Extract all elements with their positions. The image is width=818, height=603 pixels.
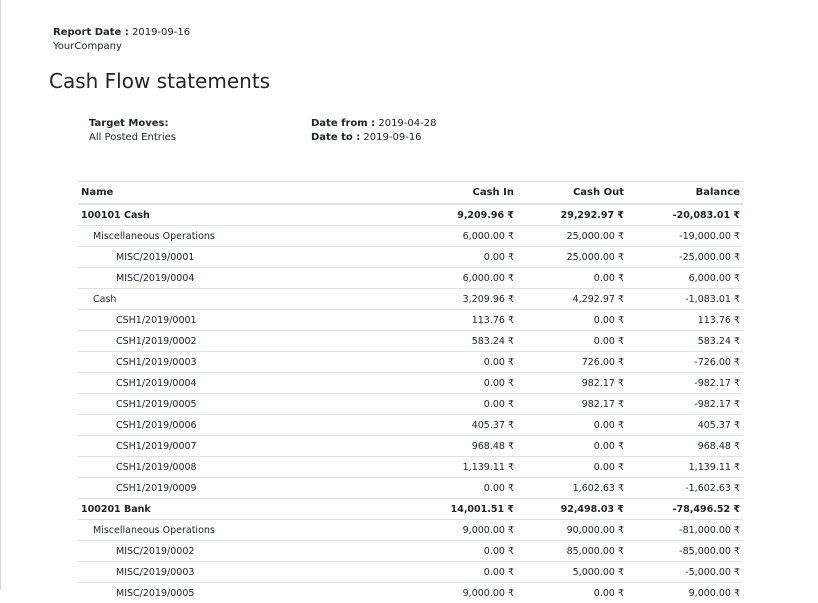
row-name: CSH1/2019/0007 xyxy=(78,436,413,457)
row-cash-out: 726.00 ₹ xyxy=(517,352,627,373)
row-balance: 1,139.11 ₹ xyxy=(627,457,743,478)
date-to xyxy=(311,131,436,145)
cash-flow-table xyxy=(78,181,743,603)
row-name: CSH1/2019/0002 xyxy=(78,331,413,352)
date-to-label: Date to : xyxy=(311,132,360,143)
column-header-name: Name xyxy=(78,182,413,205)
entry-row xyxy=(78,541,743,562)
date-range-filter xyxy=(311,117,436,145)
row-cash-out: 1,602.63 ₹ xyxy=(517,478,627,499)
row-balance: -85,000.00 ₹ xyxy=(627,541,743,562)
row-name: 100101 Cash xyxy=(78,204,413,226)
report-date-value: 2019-09-16 xyxy=(132,27,190,38)
row-name: MISC/2019/0003 xyxy=(78,562,413,583)
column-header-balance: Balance xyxy=(627,182,743,205)
report-date xyxy=(53,26,190,40)
row-cash-in: 968.48 ₹ xyxy=(413,436,517,457)
row-cash-in: 0.00 ₹ xyxy=(413,562,517,583)
row-balance: 583.24 ₹ xyxy=(627,331,743,352)
page-title: Cash Flow statements xyxy=(49,68,270,94)
row-cash-out: 0.00 ₹ xyxy=(517,583,627,603)
table-body xyxy=(78,204,743,603)
row-balance: 9,000.00 ₹ xyxy=(627,583,743,603)
row-cash-out: 25,000.00 ₹ xyxy=(517,226,627,247)
row-balance: 405.37 ₹ xyxy=(627,415,743,436)
row-balance: -1,602.63 ₹ xyxy=(627,478,743,499)
row-cash-out: 90,000.00 ₹ xyxy=(517,520,627,541)
row-name: Miscellaneous Operations xyxy=(78,226,413,247)
entry-row xyxy=(78,436,743,457)
row-name: CSH1/2019/0006 xyxy=(78,415,413,436)
entry-row xyxy=(78,562,743,583)
entry-row xyxy=(78,457,743,478)
target-moves-value: All Posted Entries xyxy=(89,131,176,145)
column-header-cash-out: Cash Out xyxy=(517,182,627,205)
date-from-label: Date from : xyxy=(311,118,375,129)
account-row xyxy=(78,499,743,520)
row-cash-out: 0.00 ₹ xyxy=(517,268,627,289)
row-cash-in: 9,000.00 ₹ xyxy=(413,583,517,603)
row-cash-in: 0.00 ₹ xyxy=(413,541,517,562)
entry-row xyxy=(78,415,743,436)
row-balance: -982.17 ₹ xyxy=(627,373,743,394)
row-cash-in: 3,209.96 ₹ xyxy=(413,289,517,310)
entry-row xyxy=(78,331,743,352)
entry-row xyxy=(78,373,743,394)
row-cash-out: 0.00 ₹ xyxy=(517,310,627,331)
row-balance: -25,000.00 ₹ xyxy=(627,247,743,268)
row-cash-out: 5,000.00 ₹ xyxy=(517,562,627,583)
row-balance: -20,083.01 ₹ xyxy=(627,204,743,226)
entry-row xyxy=(78,394,743,415)
company-name: YourCompany xyxy=(53,40,122,54)
row-balance: 6,000.00 ₹ xyxy=(627,268,743,289)
row-balance: 968.48 ₹ xyxy=(627,436,743,457)
date-from-value: 2019-04-28 xyxy=(378,118,436,129)
row-balance: -5,000.00 ₹ xyxy=(627,562,743,583)
entry-row xyxy=(78,247,743,268)
row-name: CSH1/2019/0005 xyxy=(78,394,413,415)
target-moves-filter xyxy=(89,117,176,145)
row-cash-out: 0.00 ₹ xyxy=(517,331,627,352)
row-cash-out: 25,000.00 ₹ xyxy=(517,247,627,268)
row-cash-out: 982.17 ₹ xyxy=(517,394,627,415)
row-cash-in: 0.00 ₹ xyxy=(413,394,517,415)
row-name: MISC/2019/0005 xyxy=(78,583,413,603)
row-name: Cash xyxy=(78,289,413,310)
row-cash-in: 1,139.11 ₹ xyxy=(413,457,517,478)
row-name: 100201 Bank xyxy=(78,499,413,520)
row-cash-in: 0.00 ₹ xyxy=(413,478,517,499)
report-date-label: Report Date : xyxy=(53,27,129,38)
row-name: MISC/2019/0002 xyxy=(78,541,413,562)
row-cash-out: 0.00 ₹ xyxy=(517,415,627,436)
row-cash-out: 92,498.03 ₹ xyxy=(517,499,627,520)
row-cash-in: 9,209.96 ₹ xyxy=(413,204,517,226)
row-balance: -19,000.00 ₹ xyxy=(627,226,743,247)
row-cash-in: 0.00 ₹ xyxy=(413,247,517,268)
row-cash-out: 0.00 ₹ xyxy=(517,436,627,457)
entry-row xyxy=(78,268,743,289)
entry-row xyxy=(78,478,743,499)
row-name: MISC/2019/0001 xyxy=(78,247,413,268)
row-balance: -1,083.01 ₹ xyxy=(627,289,743,310)
row-cash-in: 583.24 ₹ xyxy=(413,331,517,352)
row-name: CSH1/2019/0001 xyxy=(78,310,413,331)
column-header-cash-in: Cash In xyxy=(413,182,517,205)
account-row xyxy=(78,204,743,226)
entry-row xyxy=(78,583,743,603)
entry-row xyxy=(78,352,743,373)
row-cash-out: 85,000.00 ₹ xyxy=(517,541,627,562)
row-cash-in: 405.37 ₹ xyxy=(413,415,517,436)
row-cash-out: 0.00 ₹ xyxy=(517,457,627,478)
row-cash-out: 982.17 ₹ xyxy=(517,373,627,394)
row-name: MISC/2019/0004 xyxy=(78,268,413,289)
journal-row xyxy=(78,520,743,541)
row-cash-out: 29,292.97 ₹ xyxy=(517,204,627,226)
date-to-value: 2019-09-16 xyxy=(363,132,421,143)
entry-row xyxy=(78,310,743,331)
journal-row xyxy=(78,289,743,310)
target-moves-label: Target Moves: xyxy=(89,117,176,131)
row-cash-in: 113.76 ₹ xyxy=(413,310,517,331)
row-cash-in: 6,000.00 ₹ xyxy=(413,268,517,289)
row-name: CSH1/2019/0004 xyxy=(78,373,413,394)
row-name: CSH1/2019/0008 xyxy=(78,457,413,478)
row-cash-in: 9,000.00 ₹ xyxy=(413,520,517,541)
row-balance: -726.00 ₹ xyxy=(627,352,743,373)
row-cash-out: 4,292.97 ₹ xyxy=(517,289,627,310)
row-balance: -78,496.52 ₹ xyxy=(627,499,743,520)
date-from xyxy=(311,117,436,131)
table-header-row xyxy=(78,182,743,205)
row-name: CSH1/2019/0009 xyxy=(78,478,413,499)
row-balance: -982.17 ₹ xyxy=(627,394,743,415)
row-cash-in: 0.00 ₹ xyxy=(413,352,517,373)
row-balance: 113.76 ₹ xyxy=(627,310,743,331)
row-name: CSH1/2019/0003 xyxy=(78,352,413,373)
row-name: Miscellaneous Operations xyxy=(78,520,413,541)
row-cash-in: 0.00 ₹ xyxy=(413,373,517,394)
journal-row xyxy=(78,226,743,247)
row-cash-in: 14,001.51 ₹ xyxy=(413,499,517,520)
row-balance: -81,000.00 ₹ xyxy=(627,520,743,541)
row-cash-in: 6,000.00 ₹ xyxy=(413,226,517,247)
